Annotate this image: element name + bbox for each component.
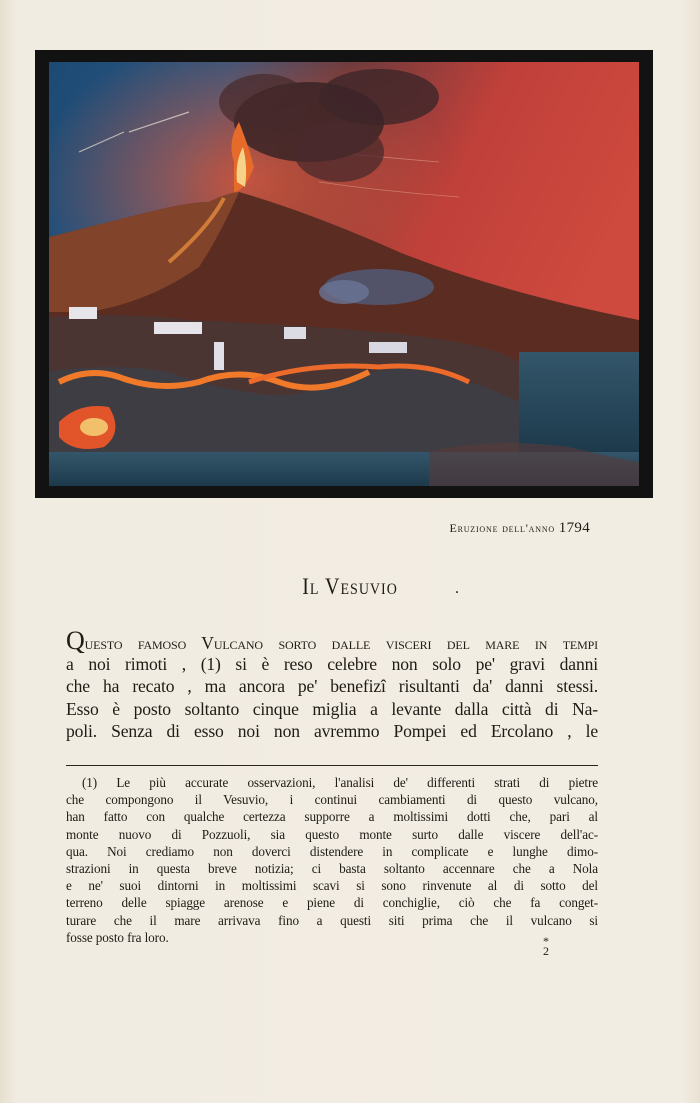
body-text: [66, 630, 598, 743]
footnote-line: turare che il mare arrivava fino a questi siti prima che il vulcano si: [66, 912, 598, 928]
caption-text: Eruzione dell'anno: [449, 521, 559, 535]
caption-year: 1794: [558, 520, 590, 536]
body-line: a noi rimoti , (1) si è reso celebre non solo pe' gravi danni: [66, 653, 598, 674]
signature-star: *: [543, 934, 549, 948]
footnote-line: e ne' suoi dintorni in moltissimi scavi si sono rinvenute al di sotto del: [66, 878, 598, 894]
footnote-line: terreno delle spiagge arenose e piene di conchiglie, ciò che fa conget-: [66, 895, 598, 911]
footnote: [66, 774, 598, 946]
footnote-line: monte nuovo di Pozzuoli, sia questo monte surto dalle viscere dell'ac-: [66, 826, 598, 842]
footnote-line: fosse posto fra loro.: [66, 929, 169, 945]
vesuvius-eruption-illustration: [49, 62, 639, 486]
illustration-frame: [35, 50, 653, 498]
footnote-line: qua. Noi crediamo non doverci distendere in complicate e lunghe dimo-: [66, 843, 598, 859]
body-line: Questo famoso Vulcano sorto dalle visceri del mare in tempi: [66, 630, 598, 653]
footnote-line: han fatto con qualche certezza supporre a moltissimi dotti che, pari al: [66, 809, 598, 825]
footnote-line: strazioni in questa breve notizia; ci basta soltanto accennare che a Nola: [66, 860, 598, 876]
title-mark: .: [455, 580, 459, 597]
body-line: poli. Senza di esso noi non avremmo Pompei ed Ercolano , le: [66, 721, 598, 741]
footnote-line: (1) Le più accurate osservazioni, l'analisi de' differenti strati di pietre: [82, 775, 598, 790]
body-line: Esso è posto soltanto cinque miglia a levante dalla città di Na-: [66, 698, 598, 719]
footnote-rule: [66, 765, 598, 766]
printer-signature: [543, 936, 549, 956]
illustration-caption: [449, 520, 590, 537]
footnote-line: che compongono il Vesuvio, i continui cambiamenti di questo vulcano,: [66, 792, 598, 808]
chapter-title: Il Vesuvio: [302, 574, 398, 600]
drop-cap: Q: [66, 630, 85, 653]
body-line: che ha recato , ma ancora pe' benefizî risultanti da' danni stessi.: [66, 676, 598, 696]
signature-number: 2: [543, 944, 549, 958]
